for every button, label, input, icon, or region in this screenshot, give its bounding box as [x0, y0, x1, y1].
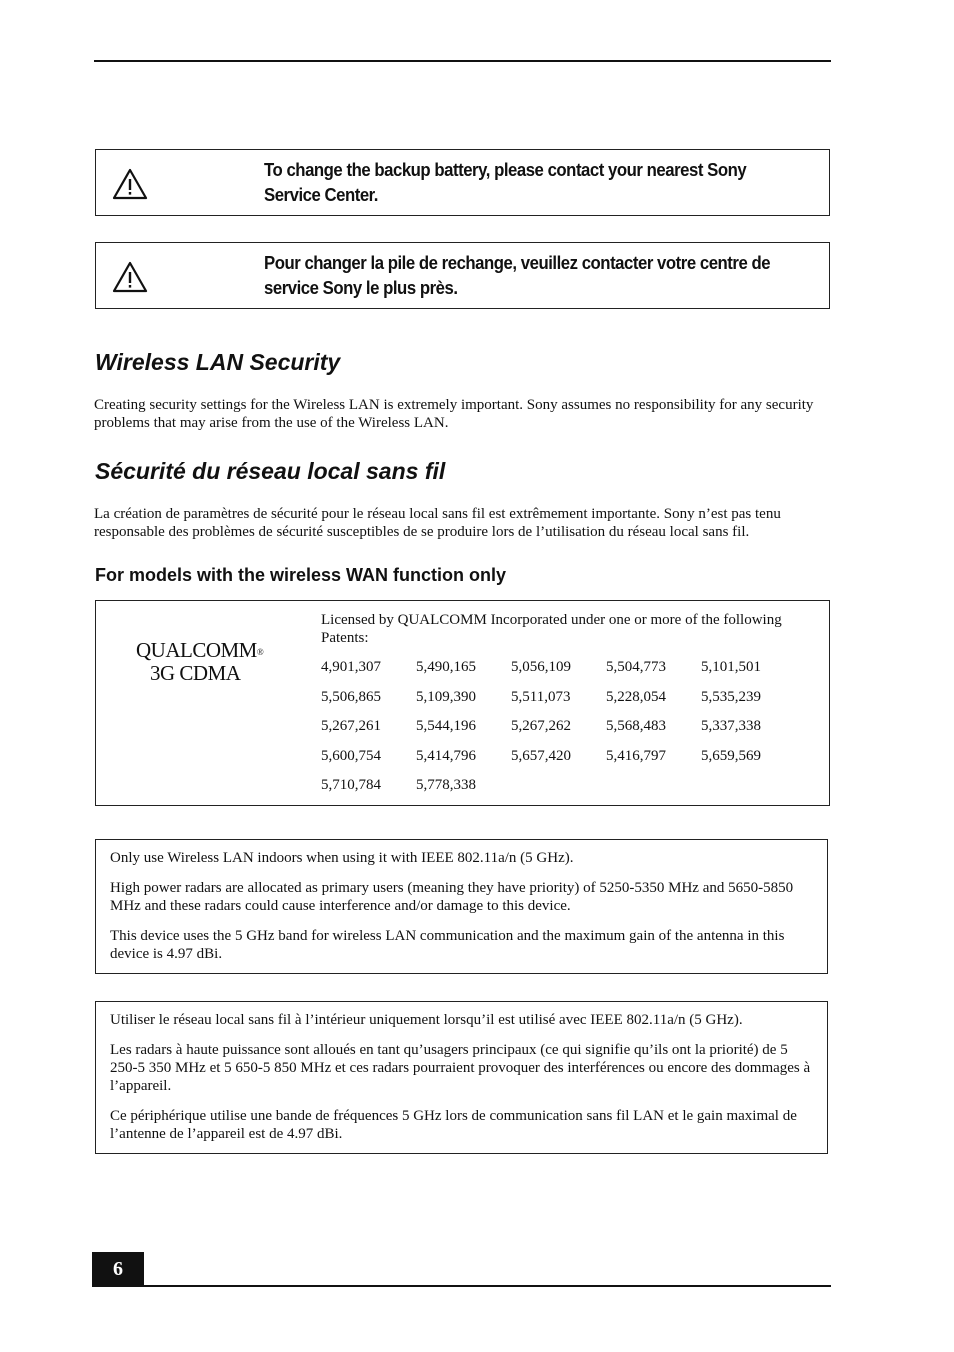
patent-number: 5,337,338 [701, 718, 761, 734]
bottom-rule [92, 1285, 831, 1287]
patent-number: 4,901,307 [321, 659, 381, 675]
notice-paragraph: High power radars are allocated as primary users (meaning they have priority) of 5250-5350 MHz and 5650-5850 MHz and these radars could cause interference and/or damage to this device. [110, 880, 794, 914]
qualcomm-license-box [95, 600, 830, 806]
section-body-wlan-en: Creating security settings for the Wireless LAN is extremely important. Sony assumes no responsibility for any security problems that may arise from the use of the Wireless LAN. [94, 397, 814, 431]
license-text: Licensed by QUALCOMM Incorporated under one or more of the following Patents: [321, 612, 782, 646]
patent-number: 5,535,239 [701, 688, 761, 705]
patent-number: 5,659,569 [701, 747, 761, 764]
section-heading-wlan-en: Wireless LAN Security [95, 349, 341, 375]
patent-number: 5,568,483 [606, 718, 666, 734]
qualcomm-logo [136, 639, 263, 685]
patent-list [321, 659, 796, 807]
patent-number: 5,109,390 [416, 688, 476, 705]
patent-number: 5,544,196 [416, 718, 476, 734]
patent-number: 5,657,420 [511, 747, 571, 764]
patent-number: 5,511,073 [511, 688, 571, 705]
patent-number: 5,490,165 [416, 659, 476, 675]
registered-mark: ® [256, 647, 264, 657]
patent-number: 5,600,754 [321, 747, 381, 764]
patent-number: 5,101,501 [701, 659, 761, 675]
warning-triangle-icon [112, 168, 148, 200]
section-heading-wan: For models with the wireless WAN function only [95, 565, 507, 585]
patent-number: 5,414,796 [416, 747, 476, 764]
warning-triangle-icon [112, 261, 148, 293]
warning-box-en [95, 149, 830, 216]
patent-number: 5,506,865 [321, 688, 381, 705]
notice-paragraph: Ce périphérique utilise une bande de fréquences 5 GHz lors de communication sans fil LAN et le gain maximal de l’antenne de l’appareil est de 4.97 dBi. [110, 1108, 797, 1142]
top-rule [94, 60, 831, 62]
qualcomm-logo-line2: 3G CDMA [150, 661, 241, 685]
notice-box-en [95, 839, 828, 974]
notice-paragraph: Only use Wireless LAN indoors when using it with IEEE 802.11a/n (5 GHz). [110, 850, 574, 866]
patent-number: 5,267,262 [511, 718, 571, 734]
page-number: 6 [92, 1252, 144, 1286]
patent-number: 5,056,109 [511, 659, 571, 675]
notice-box-fr [95, 1001, 828, 1154]
section-heading-wlan-fr: Sécurité du réseau local sans fil [95, 458, 446, 484]
patent-number: 5,228,054 [606, 688, 666, 705]
qualcomm-logo-line1: QUALCOMM [136, 638, 257, 662]
section-body-wlan-fr: La création de paramètres de sécurité pour le réseau local sans fil est extrêmement importante. Sony n’est pas tenu responsable des problèmes de sécurité susceptibles de se produire lors de l’utilisation du réseau local sans fil. [94, 506, 781, 540]
notice-paragraph: Les radars à haute puissance sont alloués en tant qu’usagers principaux (ce qui signifie qu’ils ont la priorité) de 5 250-5 350 MHz et 5 650-5 850 MHz et ces radars pourraient provoquer des interférences ou encore des dommages à l’appareil. [110, 1042, 811, 1094]
warning-text: Pour changer la pile de rechange, veuillez contacter votre centre de service Sony le plus près. [264, 253, 771, 298]
patent-number: 5,710,784 [321, 777, 381, 793]
notice-paragraph: This device uses the 5 GHz band for wireless LAN communication and the maximum gain of the antenna in this device is 4.97 dBi. [110, 928, 785, 962]
notice-paragraph: Utiliser le réseau local sans fil à l’intérieur uniquement lorsqu’il est utilisé avec IEEE 802.11a/n (5 GHz). [110, 1012, 743, 1028]
patent-number: 5,504,773 [606, 659, 666, 675]
patent-number: 5,267,261 [321, 718, 381, 734]
warning-text: To change the backup battery, please contact your nearest Sony Service Center. [264, 160, 747, 205]
patent-number: 5,778,338 [416, 777, 476, 793]
patent-number: 5,416,797 [606, 747, 666, 764]
warning-box-fr [95, 242, 830, 309]
